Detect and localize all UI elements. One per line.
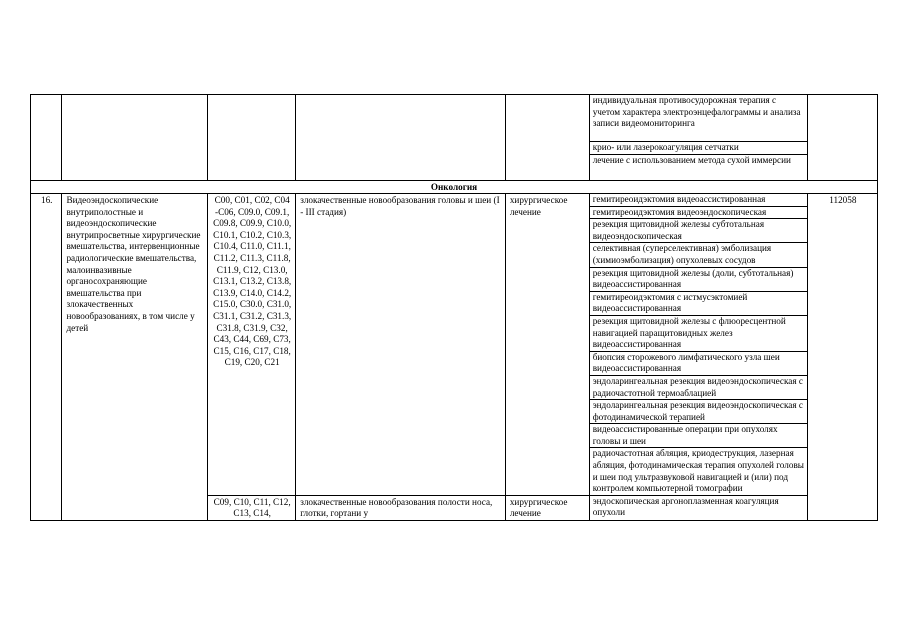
method-item: индивидуальная противосудорожная терапия с учетом характера электроэнцефалограммы и анализа записи видеомониторинга — [590, 95, 807, 142]
row-treatment: хирургическое лечение — [505, 194, 589, 496]
method-item: лечение с использованием метода сухой иммерсии — [590, 154, 807, 166]
table-row — [31, 194, 878, 496]
row-diagnosis: злокачественные новообразования полости носа, глотки, гортани у — [296, 495, 506, 520]
method-item: крио- или лазерокоагуляция сетчатки — [590, 142, 807, 155]
methods-list — [590, 194, 807, 495]
row-number: 16. — [31, 194, 62, 521]
section-header-row — [31, 181, 878, 194]
document-page — [30, 94, 878, 521]
row-codes: C00, C01, C02, C04 -C06, C09.0, C09.1, C09.8, C09.9, C10.0, C10.1, C10.2, C10.3, C10.4, C11.0, C11.1, C11.2, C11.3, C11.8, C11.9, C12, C13.0, C13.1, C13.2, C13.8, C13.9, C14.0, C14.2, C15.0, C30.0, C31.0, C31.1, C31.2, C31.3, C31.8, C31.9, C32, C43, C44, C69, C73, C15, C16, C17, C18, C19, C20, C21 — [208, 194, 296, 496]
row-diagnosis: злокачественные новообразования головы и шеи (I - III стадия) — [296, 194, 506, 496]
row-codes: C09, C10, C11, C12, C13, C14, — [208, 495, 296, 520]
row-cost: 112058 — [807, 194, 877, 521]
table-row-continuation — [31, 95, 878, 181]
method-item: гемитиреоидэктомия видеоэндоскопическая — [590, 206, 807, 219]
row-treatment: хирургическое лечение — [505, 495, 589, 520]
method-item: селективная (суперселективная) эмболизация (химиоэмболизация) опухолевых сосудов — [590, 243, 807, 267]
method-item: резекция щитовидной железы с флюоресцентной навигацией паращитовидных желез видеоассистированная — [590, 315, 807, 351]
methods-list — [590, 496, 807, 519]
method-item: эндоскопическая аргоноплазменная коагуляция опухоли — [592, 495, 779, 518]
cell-empty — [296, 95, 506, 181]
method-item: биопсия сторожевого лимфатического узла шеи видеоассистированная — [590, 351, 807, 375]
cell-empty — [807, 95, 877, 181]
method-item: гемитиреоидэктомия с истмусэктомией видеоассистированная — [590, 291, 807, 315]
cell-methods — [589, 495, 807, 520]
cell-empty — [505, 95, 589, 181]
cell-methods-prev — [589, 95, 807, 181]
vmp-table — [30, 94, 878, 521]
cell-empty — [62, 95, 208, 181]
row-name: Видеоэндоскопические внутриполостные и видеоэндоскопические внутрипросветные хирургические вмешательства, интервенционные радиологические вмешательства, малоинвазивные органосохраняющие вмешательства при злокачественных новообразованиях, в том числе у детей — [62, 194, 208, 521]
method-item: гемитиреоидэктомия видеоассистированная — [590, 194, 807, 206]
method-item: видеоассистированные операции при опухолях головы и шеи — [590, 424, 807, 448]
method-item: радиочастотная абляция, криодеструкция, лазерная абляция, фотодинамическая терапия опухолей головы и шеи под ультразвуковой навигацией и (или) под контролем компьютерной томографии — [590, 448, 807, 495]
cell-empty — [208, 95, 296, 181]
method-item: резекция щитовидной железы субтотальная видеоэндоскопическая — [590, 219, 807, 243]
method-item: резекция щитовидной железы (доли, субтотальная) видеоассистированная — [590, 267, 807, 291]
methods-list-prev — [590, 95, 807, 166]
cell-empty — [31, 95, 62, 181]
method-item: эндоларингеальная резекция видеоэндоскопическая с фотодинамической терапией — [590, 400, 807, 424]
method-item: эндоларингеальная резекция видеоэндоскопическая с радиочастотной термоаблацией — [590, 375, 807, 399]
section-title: Онкология — [31, 181, 878, 194]
cell-methods — [589, 194, 807, 496]
